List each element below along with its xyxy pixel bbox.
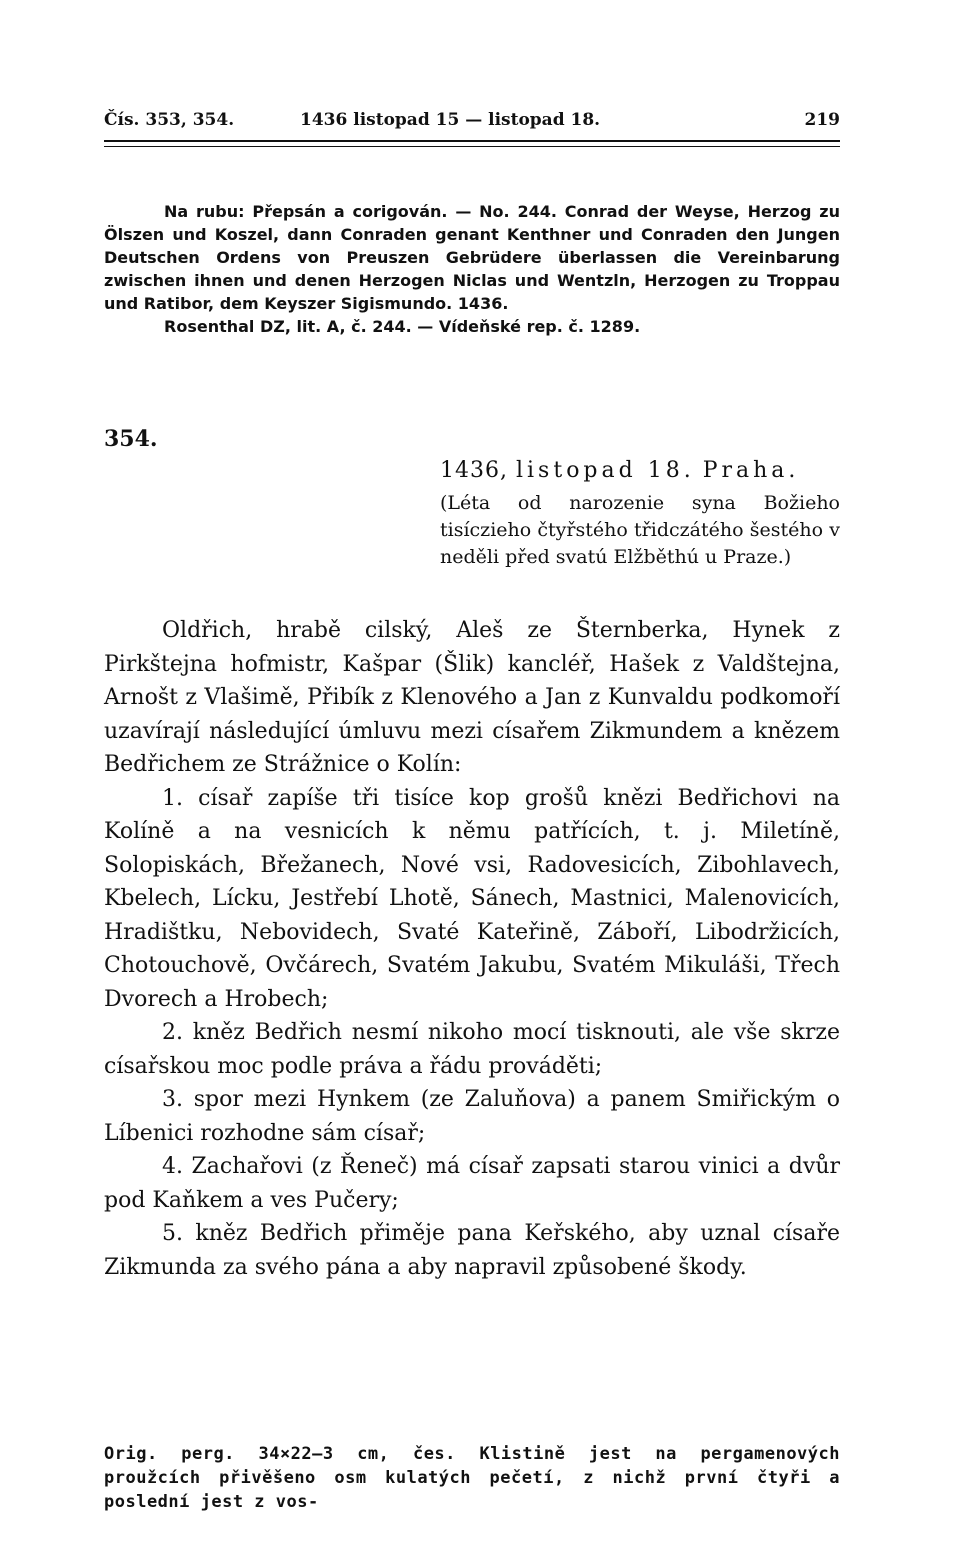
regest-item: 1. císař zapíše tři tisíce kop grošů knězi Bedřichovi na Kolíně a na vesnicích k němu patřících, t. j. Miletíně, Solopiskách, Břežanech, Nové vsi, Radovesicích, Zibohlavech, Kbelech, Lícku, Jestřebí Lhotě, Sánech, Mastnici, Malenovicích, Hradištku, Nebovidech, Svaté Kateřině, Záboří, Libodržicích, Chotouchově, Ovčárech, Svatém Jakubu, Svatém Mikuláši, Třech Dvorech a Hrobech; xyxy=(104,785,840,1012)
header-rule-thin xyxy=(104,146,840,147)
regest-item: 3. spor mezi Hynkem (ze Zaluňova) a panem Smiřickým o Líbenici rozhodne sám císař; xyxy=(104,1087,840,1146)
entry-month: listopad 18. xyxy=(515,458,695,483)
entry-number: 354. xyxy=(104,426,158,452)
entry-year: 1436, xyxy=(440,458,508,483)
regest-body xyxy=(104,614,840,1284)
header-rule xyxy=(104,140,840,142)
regest-intro: Oldřich, hrabě cilský, Aleš ze Šternberka, Hynek z Pirkštejna hofmistr, Kašpar (Šlik) kancléř, Hašek z Valdštejna, Arnošt z Vlašimě, Přibík z Klenového a Jan z Kunvaldu podkomoří uzavírají následující úmluvu mezi císařem Zikmundem a knězem Bedřichem ze Strážnice o Kolín: xyxy=(104,618,840,777)
page-number: 219 xyxy=(804,110,840,130)
running-head-date-range: 1436 listopad 15 — listopad 18. xyxy=(300,110,601,130)
regest-item: 4. Zachařovi (z Řeneč) má císař zapsati starou vinici a dvůr pod Kaňkem a ves Pučery; xyxy=(104,1154,840,1213)
previous-entry-source: Rosenthal DZ, lit. A, č. 244. — Vídeňské rep. č. 1289. xyxy=(164,317,641,336)
running-head-document-numbers: Čís. 353, 354. xyxy=(104,110,235,130)
dorsal-note: Na rubu: Přepsán a corigován. — No. 244. Conrad der Weyse, Herzog zu Ölszen und Koszel, dann Conraden genant Kenthner und Conraden den Jungen Deutschen Ordens von Preuszen Gebrüdere überlassen die Vereinbarung zwischen ihnen und denen Herzogen Niclas und Wentzln, Herzogen zu Troppau und Ratibor, dem Keyszer Sigismundo. 1436. xyxy=(104,202,840,313)
source-note: Orig. perg. 34×22—3 cm, čes. Klistině jest na pergamenových proužcích přivěšeno osm kulatých pečetí, z nichž první čtyři a poslední jest z vos- xyxy=(104,1444,840,1512)
regest-item: 5. kněz Bedřich přiměje pana Keřského, aby uznal císaře Zikmunda za svého pána a aby napravil způsobené škody. xyxy=(104,1221,840,1280)
regest-item: 2. kněz Bedřich nesmí nikoho mocí tisknouti, ale vše skrze císařskou moc podle práva a řádu prováděti; xyxy=(104,1020,840,1079)
entry-dateline xyxy=(440,458,799,483)
original-date-formula: (Léta od narozenie syna Božieho tisíczieho čtyřstého třidczátého šestého v neděli před svatú Elžběthú u Praze.) xyxy=(440,492,840,568)
entry-place: Praha. xyxy=(702,458,800,483)
running-head xyxy=(104,110,840,132)
previous-entry-note xyxy=(104,200,840,338)
